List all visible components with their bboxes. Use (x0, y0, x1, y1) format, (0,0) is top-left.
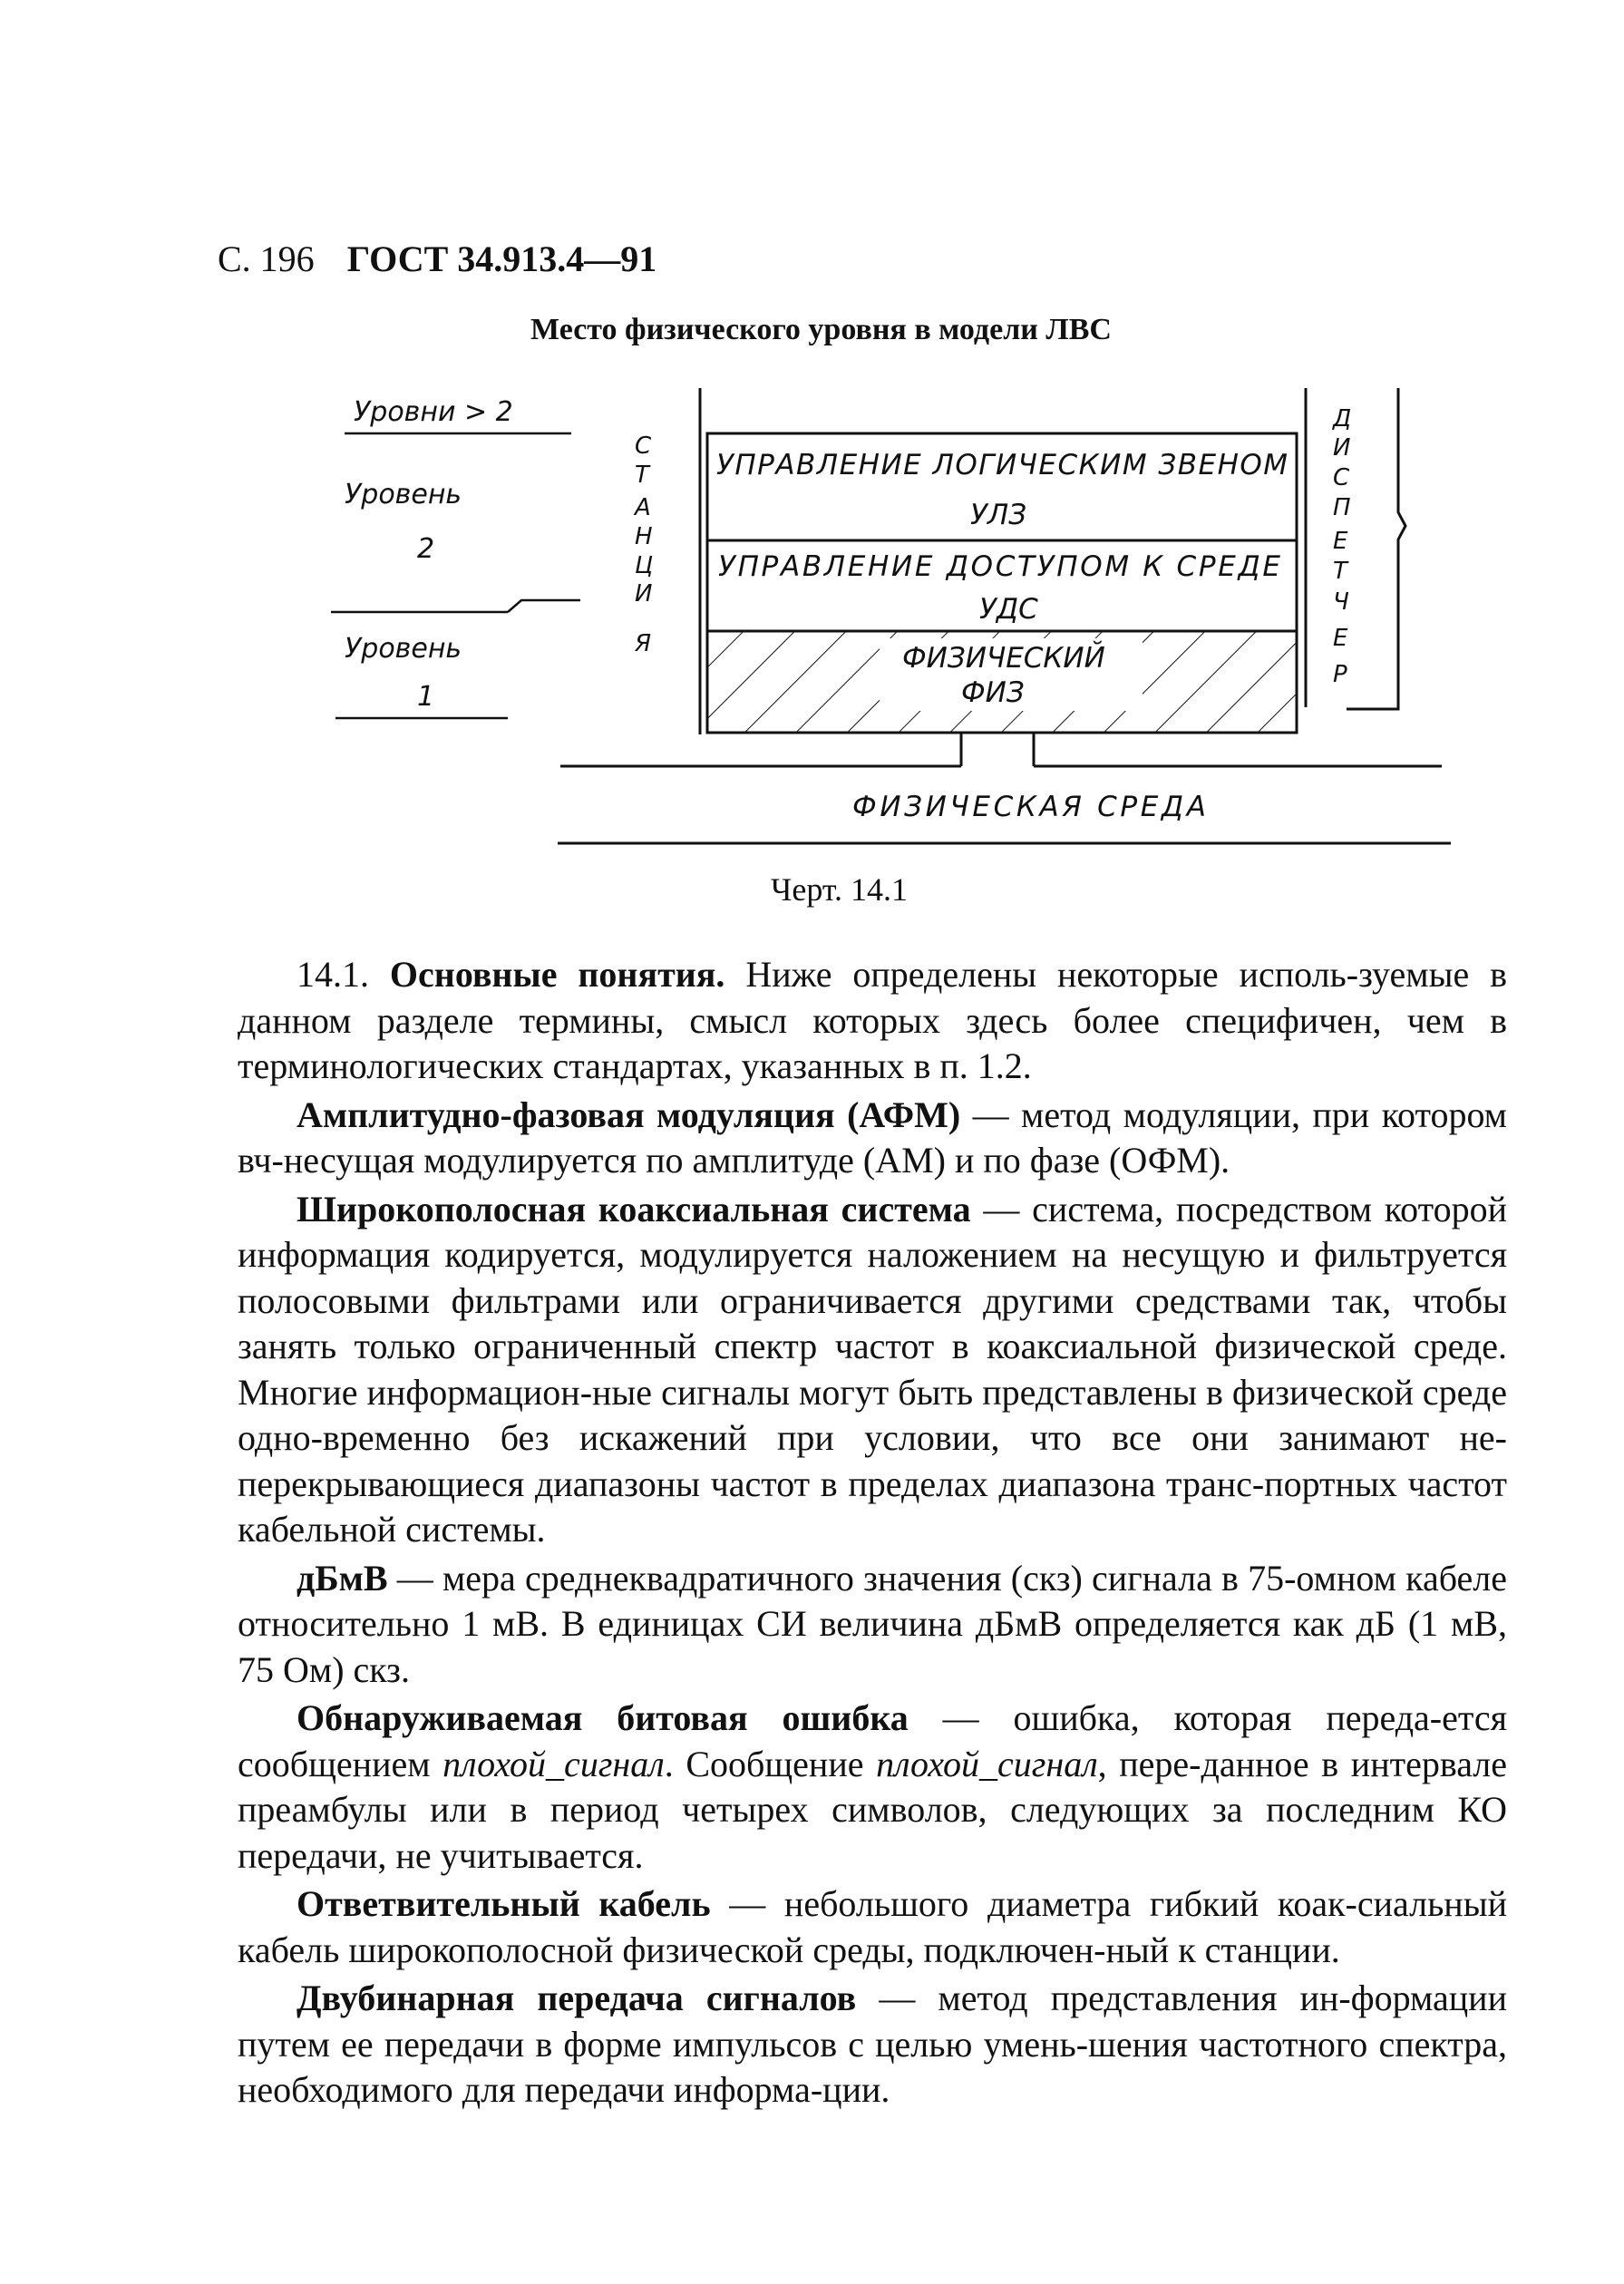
station-letter: А (635, 494, 651, 521)
station-letter: Я (635, 630, 652, 657)
station-letter: Ц (635, 552, 654, 579)
station-letter: Т (635, 462, 649, 489)
page-number: С. 196 (218, 238, 315, 279)
level-1-label: Уровень (345, 633, 462, 665)
figure-caption: Черт. 14.1 (771, 871, 908, 908)
term: Широкополосная коаксиальная система (297, 1188, 971, 1229)
term: Амплитудно-фазовая модуляция (АФМ) (297, 1093, 961, 1135)
dispatcher-label (1332, 405, 1351, 688)
section-number: 14.1. (297, 954, 390, 995)
definition: . Сообщение (664, 1743, 877, 1784)
definition: — метод представления ин-формации путем ее передачи в форме импульсов с целью умень-шения частотного спектра, необходимого для передачи информа-ции. (238, 1978, 1507, 2110)
page-header (218, 238, 656, 280)
station-letter: Н (635, 523, 653, 550)
level-1-number: 1 (417, 681, 435, 713)
dispatcher-letter: И (1333, 434, 1351, 462)
levels-above-2-label: Уровни > 2 (354, 396, 513, 428)
llc-layer-name: УПРАВЛЕНИЕ ЛОГИЧЕСКИМ ЗВЕНОМ (716, 449, 1288, 481)
document-body (238, 952, 1507, 2116)
station-letter: С (635, 433, 652, 460)
term-emphasis: плохой_сигнал (442, 1743, 665, 1784)
dispatcher-letter: Д (1333, 405, 1352, 433)
dispatcher-letter: П (1333, 494, 1351, 521)
definition: — ошибка, которая переда-ется сообщением (238, 1697, 1508, 1784)
term: Основные понятия. (389, 954, 725, 995)
figure-title: Место физического уровня в модели ЛВС (530, 313, 1112, 346)
station-label (633, 433, 653, 657)
phy-layer-name: ФИЗИЧЕСКИЙ (902, 642, 1105, 675)
mac-layer-name: УПРАВЛЕНИЕ ДОСТУПОМ К СРЕДЕ (718, 550, 1280, 583)
term: дБмВ (297, 1557, 388, 1599)
definition: — мера среднеквадратичного значения (скз) сигнала в 75-омном кабеле относительно 1 мВ. В единицах СИ величина дБмВ определяется как дБ (1 мВ, 75 Ом) скз. (238, 1557, 1507, 1690)
level-divider-mid-step (508, 600, 580, 612)
term: Двубинарная передача сигналов (297, 1978, 857, 2018)
station-letter: И (635, 580, 653, 607)
level-2-number: 2 (417, 533, 435, 565)
definition: — небольшого диаметра гибкий коак-сиальный кабель широкополосной физической среды, подключен-ный к станции. (238, 1883, 1507, 1970)
term: Обнаруживаемая битовая ошибка (297, 1697, 909, 1738)
dispatcher-letter: Т (1333, 558, 1347, 585)
paragraph-drop-cable (238, 1881, 1507, 1973)
paragraph-afm (238, 1093, 1507, 1184)
dispatcher-letter: Е (1333, 625, 1348, 652)
definition: Ниже определены некоторые исполь-зуемые в данном разделе термины, смысл которых здесь более специфичен, чем в терминологических стандартах, указанных в п. 1.2. (238, 954, 1508, 1086)
llc-layer-abbr: УЛЗ (970, 499, 1027, 531)
dispatcher-letter: Ч (1333, 588, 1349, 616)
paragraph-bit-error (238, 1696, 1507, 1879)
dispatcher-letter: С (1333, 464, 1350, 491)
dispatcher-letter: Е (1333, 528, 1348, 555)
mac-layer-abbr: УДС (979, 593, 1038, 626)
term-emphasis: плохой_сигнал (876, 1743, 1098, 1784)
paragraph-basic-concepts (238, 952, 1507, 1090)
physical-medium-label: ФИЗИЧЕСКАЯ СРЕДА (852, 791, 1206, 823)
phy-layer-abbr: ФИЗ (961, 676, 1025, 709)
definition: — система, посредством которой информация кодируется, модулируется наложением на несущую и фильтруется полосовыми фильтрами или ограничивается другими средствами так, чтобы занять только ограниченный спектр частот в коаксиальной физической среде. Многие информацион-ные сигналы могут быть представлены в физической среде одно-временно без искажений при условии, что все они занимают не-перекрывающиеся диапазоны частот в пределах диапазона транс-портных частот кабельной системы. (238, 1188, 1508, 1550)
paragraph-dbmv (238, 1556, 1507, 1694)
standard-code: ГОСТ 34.913.4—91 (346, 238, 657, 279)
definition: , пере-данное в интервале преамбулы или в период четырех символов, следующих за последним КО передачи, не учитывается. (238, 1743, 1508, 1876)
dispatcher-letter: Р (1333, 661, 1347, 688)
term: Ответвительный кабель (297, 1883, 711, 1924)
level-2-label: Уровень (345, 479, 462, 510)
lan-model-diagram (326, 381, 1460, 870)
definition: — метод модуляции, при котором вч-несущая модулируется по амплитуде (АМ) и по фазе (ОФМ). (238, 1093, 1507, 1181)
dispatcher-bracket (1347, 388, 1405, 709)
paragraph-broadband-coax (238, 1187, 1507, 1553)
paragraph-duobinary (238, 1976, 1507, 2114)
